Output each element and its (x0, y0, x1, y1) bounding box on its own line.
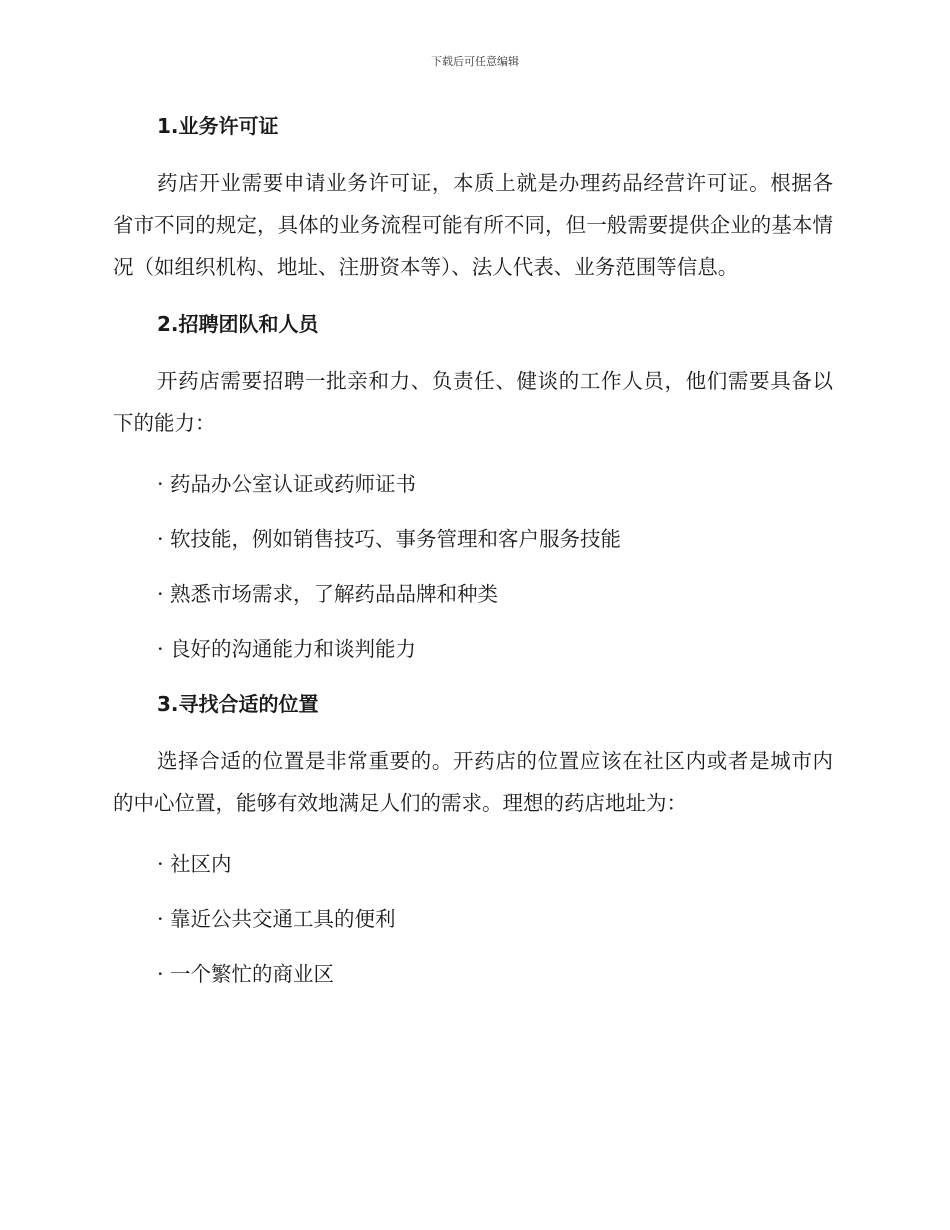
section-heading: 1.业务许可证 (157, 114, 279, 138)
section-paragraph: 开药店需要招聘一批亲和力、负责任、健谈的工作人员，他们需要具备以下的能力： (113, 369, 833, 435)
list-item: · 良好的沟通能力和谈判能力 (157, 637, 417, 661)
page-header-note: 下载后可任意编辑 (431, 55, 519, 68)
list-item: · 靠近公共交通工具的便利 (157, 907, 396, 931)
section-heading: 3.寻找合适的位置 (157, 692, 319, 716)
list-item: · 社区内 (157, 852, 232, 876)
section-paragraph: 选择合适的位置是非常重要的。开药店的位置应该在社区内或者是城市内的中心位置，能够有效地满足人们的需求。理想的药店地址为： (113, 749, 833, 815)
list-item: · 药品办公室认证或药师证书 (157, 472, 417, 496)
section-paragraph: 药店开业需要申请业务许可证，本质上就是办理药品经营许可证。根据各省市不同的规定，具体的业务流程可能有所不同，但一般需要提供企业的基本情况（如组织机构、地址、注册资本等）、法人代表、业务范围等信息。 (113, 171, 833, 279)
list-item: · 一个繁忙的商业区 (157, 962, 335, 986)
list-item: · 软技能，例如销售技巧、事务管理和客户服务技能 (157, 527, 622, 551)
document-body (113, 110, 833, 1013)
section-heading: 2.招聘团队和人员 (157, 312, 319, 336)
list-item: · 熟悉市场需求，了解药品品牌和种类 (157, 582, 499, 606)
